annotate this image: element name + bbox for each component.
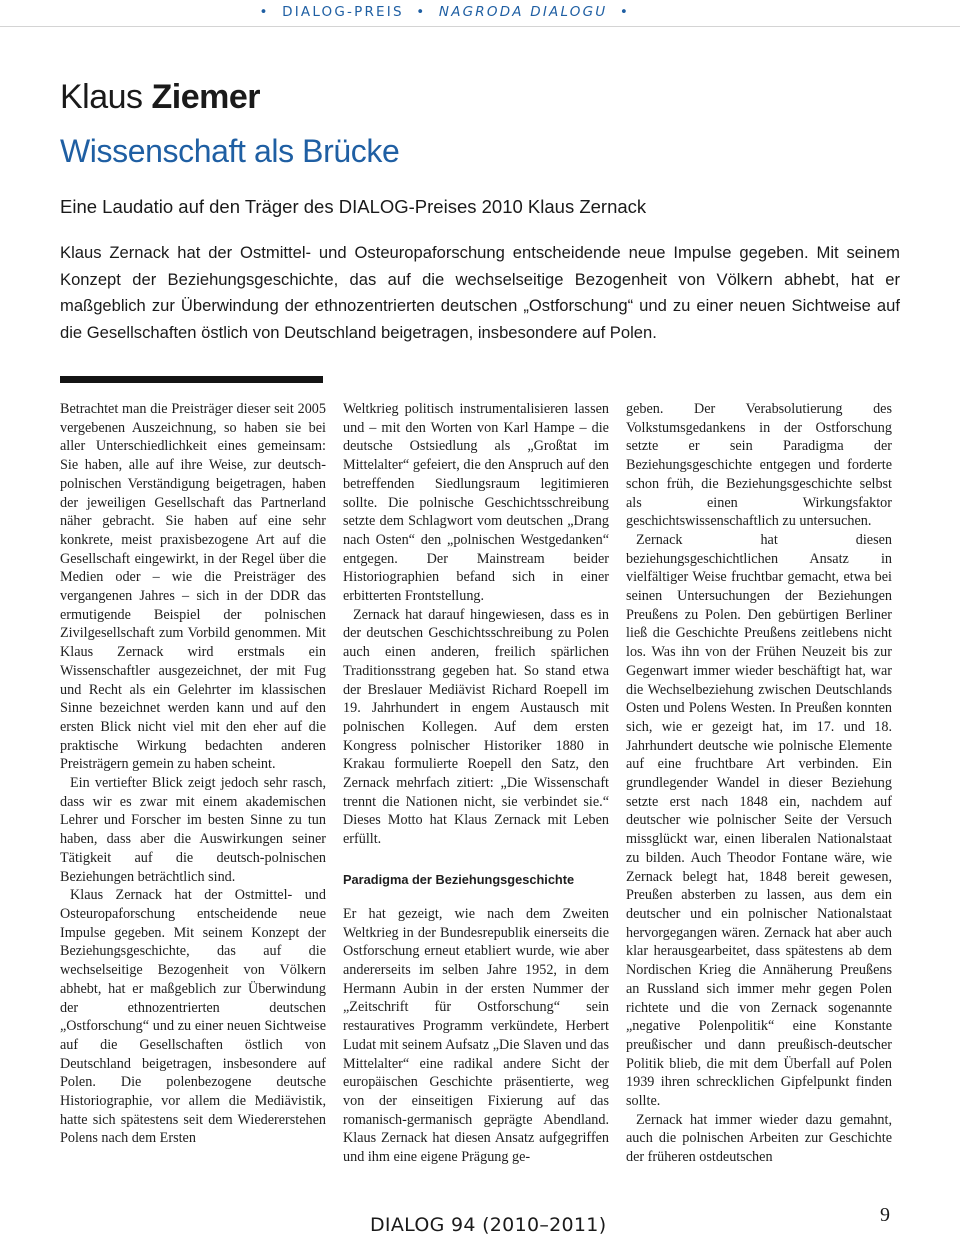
header-label-pl: NAGRODA DIALOGU [438, 4, 608, 20]
author-name [60, 78, 260, 117]
section-rule [60, 376, 323, 383]
article-subtitle: Eine Laudatio auf den Träger des DIALOG-Preises 2010 Klaus Zernack [60, 196, 647, 217]
article-title: Wissenschaft als Brücke [60, 133, 400, 169]
magazine-footer: DIALOG 94 (2010–2011) [370, 1214, 607, 1236]
header-bullet: • [619, 4, 630, 20]
paragraph: Ein vertiefter Blick zeigt jedoch sehr rasch, dass wir es zwar mit einem akademischen Lehrer und Forscher im besten Sinne zu tun haben, dass aber die Auswirkungen seiner Tätigkeit auf die deutsch-polnischen Beziehungen beträchtlich sind. [60, 775, 326, 885]
author-first-name: Klaus [60, 78, 143, 116]
column-1 [60, 400, 326, 1188]
section-header [259, 4, 630, 20]
paragraph: Zernack hat darauf hingewiesen, dass es in der deutschen Geschichtsschreibung zu Polen auch einen anderen, freilich spärlichen Traditionsstrang gegeben hat. So stand etwa der Breslauer Mediävist Richard Roepell im 19. Jahrhundert in engem Austausch mit polnischen Kollegen. Auf dem ersten Kongress polnischer Historiker 1880 in Krakau formulierte Roepell den Satz, den Zernack mehrfach zitiert: „Die Wissenschaft trennt die Nationen nicht, sie verbindet sie.“ Dieses Motto hat Klaus Zernack mit Leben erfüllt. [343, 606, 609, 848]
column-3 [626, 400, 892, 1188]
paragraph: geben. Der Verabsolutierung des Volkstumsgedankens in der Ostforschung setzte er sein Paradigma der Beziehungsgeschichte entgegen und forderte schon früh, die Beziehungsgeschichte selbst als einen Wirkungsfaktor geschichtswissenschaftlich zu untersuchen. [626, 401, 892, 530]
author-last-name: Ziemer [151, 78, 261, 116]
paragraph: Zernack hat immer wieder dazu gemahnt, auch die polnischen Arbeiten zur Geschichte der früheren ostdeutschen [626, 1111, 892, 1166]
lead-paragraph: Klaus Zernack hat der Ostmittel- und Osteuropaforschung entscheidende neue Impulse gegeben. Mit seinem Konzept der Beziehungsgeschichte, das auf die wechselseitige Bezogenheit von Völkern abhebt, hat er maßgeblich zur Überwindung der ethnozentrierten deutschen „Ostforschung“ und zu einer neuen Sichtweise auf die Gesellschaften östlich von Deutschland beigetragen, insbesondere auf Polen. [60, 243, 900, 342]
paragraph: Klaus Zernack hat der Ostmittel- und Osteuropaforschung entscheidende neue Impulse gegeben. Mit seinem Konzept der Beziehungsgeschichte, das auf die wechselseitige Bezogenheit von Völkern abhebt, hat er maßgeblich zur Überwindung der ethnozentrierten deutschen „Ostforschung“ und zu einer neuen Sichtweise auf die Gesellschaften östlich von Deutschland beigetragen, insbesondere auf Polen. Die polenbezogene deutsche Historiographie, vor allem die Mediävistik, hatte sich spätestens seit dem Wiedererstehen Polens nach dem Ersten [60, 887, 326, 1147]
header-label-de: DIALOG-PREIS [282, 4, 404, 20]
column-2 [343, 400, 609, 1188]
paragraph: Betrachtet man die Preisträger dieser seit 2005 vergebenen Auszeichnung, so haben sie bei aller Unterschiedlichkeit eines gemeinsam: Sie haben, alle auf ihre Weise, zur deutsch-polnischen Verständigung beigetragen, haben der jeweiligen Gesellschaft das Partnerland näher gebracht. Sie haben auf eine sehr konkrete, meist praxisbezogene Art auf die Gesellschaft eingewirkt, in der Regel über die Medien oder – wie die Preisträger des vergangenen Jahres – sich in der DDR das ermutigende Beispiel der polnischen Zivilgesellschaft zum Vorbild genommen. Mit Klaus Zernack wird erstmals ein Wissenschaftler ausgezeichnet, der mit Fug und Recht als ein Gelehrter im klassischen Sinne bezeichnet werden kann und auf den ersten Blick nicht viel mit den eher auf die praktische Wirkung bedachten anderen Preisträgern gemein zu haben scheint. [60, 401, 326, 773]
paragraph: Er hat gezeigt, wie nach dem Zweiten Weltkrieg in der Bundesrepublik einerseits die Ostforschung erneut etabliert wurde, wie aber andererseits im selben Jahre 1952, in dem Hermann Aubin in der ersten Nummer der „Zeitschrift für Ostforschung“ sein restauratives Programm verkündete, Herbert Ludat mit seinem Aufsatz „Die Slaven und das Mittelalter“ eine radikal andere Sicht der europäischen Geschichte präsentierte, weg von der einseitigen Fixierung auf das romanisch-germanisch geprägte Abendland. Klaus Zernack hat diesen Ansatz aufgegriffen und ihm eine eigene Prägung ge- [343, 905, 609, 1166]
page-number: 9 [880, 1204, 890, 1226]
paragraph: Zernack hat diesen beziehungsgeschichtlichen Ansatz in vielfältiger Weise fruchtbar gemacht, etwa bei seinen Untersuchungen der Beziehungen Preußens zu Polen. Den gebürtigen Berliner ließ die Geschichte Preußens zeitlebens nicht los. Was ihn von der Frühen Neuzeit bis zur Gegenwart immer wieder beschäftigt hat, war die Wechselbeziehung zwischen Deutschlands Osten und Polens Westen. In Preußen konnten sich, wie er gezeigt hat, im 17. und 18. Jahrhundert deutsche wie polnische Elemente auf eine fruchtbare Art verbinden. Ein grundlegender Wandel in dieser Beziehung setzte erst nach 1848 ein, nachdem auf deutscher wie polnischer Seite der Versuch missglückt war, einen liberalen Nationalstaat zu bilden. Auch Theodor Fontane wäre, wie Zernack belegt hat, 1848 bereit gewesen, Preußen absterben zu lassen, aus dem ein deutscher und ein polnischer Nationalstaat hervorgegangen wären. Zernack hat aber auch klar herausgearbeitet, dass spätestens ab dem Nordischen Krieg die Annäherung Preußens an Russland sich immer mehr gegen Polen richtete und die von Zernack sogenannte „negative Polenpolitik“ eine Konstante preußischer und dann preußisch-deutscher Politik blieb, die mit dem Überfall auf Polen 1939 ihren schrecklichen Gipfelpunkt finden sollte. [626, 531, 892, 1110]
header-bullet: • [259, 4, 270, 20]
header-bullet: • [416, 4, 427, 20]
section-heading: Paradigma der Beziehungsgeschichte [343, 871, 575, 887]
paragraph: Weltkrieg politisch instrumentalisieren lassen und – mit den Worten von Karl Hampe – die deutsche Ostsiedlung als „Großtat im Mittelalter“ gefeiert, die den Anspruch auf den betreffenden Siedlungsraum legitimieren sollte. Die polnische Geschichtsschreibung setzte dem Schlagwort vom deutschen „Drang nach Osten“ den „polnischen Westgedanken“ entgegen. Der Mainstream beider Historiographien befand sich in einer erbitterten Frontstellung. [343, 401, 609, 605]
